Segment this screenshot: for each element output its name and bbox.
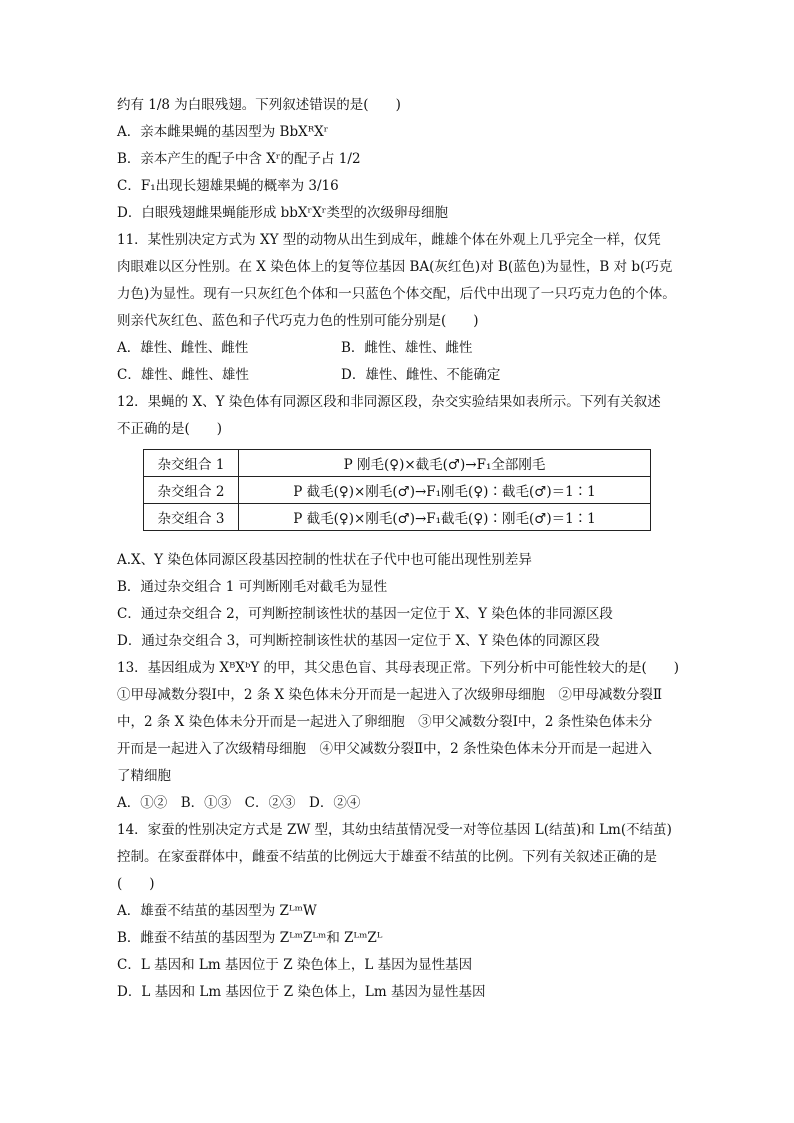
- question-13-text: 13．基因组成为 XᴮXᵇY 的甲，其父患色盲、其母表现正常。下列分析中可能性较大的是( ): [117, 660, 680, 676]
- question-13-text: 了精细胞: [117, 768, 171, 784]
- q11-option-row: [117, 335, 679, 362]
- q11-option-c: C．雄性、雌性、雄性: [117, 367, 249, 383]
- question-12-text: 12．果蝇的 X、Y 染色体有同源区段和非同源区段，杂交实验结果如表所示。下列有关叙述: [117, 394, 661, 410]
- q14-option-c: C．L 基因和 Lm 基因位于 Z 染色体上，L 基因为显性基因: [117, 957, 473, 973]
- q12-option-d: D．通过杂交组合 3，可判断控制该性状的基因一定位于 X、Y 染色体的同源区段: [117, 633, 600, 649]
- option-line: B．亲本产生的配子中含 Xʳ的配子占 1/2: [117, 151, 361, 167]
- table-row: [144, 477, 651, 504]
- question-14-text: 控制。在家蚕群体中，雌蚕不结茧的比例远大于雄蚕不结茧的比例。下列有关叙述正确的是: [117, 849, 657, 865]
- question-13-text: 中，2 条 X 染色体未分开而是一起进入了卵细胞 ③甲父减数分裂Ⅰ中，2 条性染色体未分: [117, 714, 653, 730]
- q14-option-d: D．L 基因和 Lm 基因位于 Z 染色体上，Lm 基因为显性基因: [117, 984, 486, 1000]
- q12-option-c: C．通过杂交组合 2，可判断控制该性状的基因一定位于 X、Y 染色体的非同源区段: [117, 606, 613, 622]
- table-cell: P 刚毛(♀)×截毛(♂)→F₁全部刚毛: [239, 450, 651, 477]
- table-cell: P 截毛(♀)×刚毛(♂)→F₁刚毛(♀)∶截毛(♂)＝1∶1: [239, 477, 651, 504]
- q12-option-b: B．通过杂交组合 1 可判断刚毛对截毛为显性: [117, 579, 388, 595]
- question-11-text: 11．某性别决定方式为 XY 型的动物从出生到成年，雌雄个体在外观上几乎完全一样，仅凭: [117, 232, 661, 248]
- question-11-text: 肉眼难以区分性别。在 X 染色体上的复等位基因 BA(灰红色)对 B(蓝色)为显性，B 对 b(巧克: [117, 259, 673, 275]
- q11-option-d: D．雄性、雌性、不能确定: [341, 367, 501, 383]
- table-cell: 杂交组合 1: [144, 450, 239, 477]
- question-14-text: ( ): [117, 876, 155, 892]
- table-row: [144, 504, 651, 531]
- q11-option-b: B．雌性、雄性、雌性: [341, 340, 473, 356]
- cross-table: [143, 449, 651, 531]
- q12-option-a: A.X、Y 染色体同源区段基因控制的性状在子代中也可能出现性别差异: [117, 552, 532, 568]
- text-line: 约有 1/8 为白眼残翅。下列叙述错误的是( ): [117, 97, 401, 113]
- question-13-text: 开而是一起进入了次级精母细胞 ④甲父减数分裂Ⅱ中，2 条性染色体未分开而是一起进入: [117, 741, 653, 757]
- table-row: [144, 450, 651, 477]
- q14-option-b: B．雌蚕不结茧的基因型为 ZᴸᵐZᴸᵐ和 ZᴸᵐZᴸ: [117, 930, 383, 946]
- question-11-text: 力色)为显性。现有一只灰红色个体和一只蓝色个体交配，后代中出现了一只巧克力色的个体。: [117, 286, 676, 302]
- question-12-text: 不正确的是( ): [117, 421, 223, 437]
- question-11-text: 则亲代灰红色、蓝色和子代巧克力色的性别可能分别是( ): [117, 313, 479, 329]
- q11-option-row: [117, 362, 679, 389]
- table-cell: 杂交组合 3: [144, 504, 239, 531]
- q11-option-a: A．雄性、雌性、雌性: [117, 340, 249, 356]
- table-cell: P 截毛(♀)×刚毛(♂)→F₁截毛(♀)∶刚毛(♂)＝1∶1: [239, 504, 651, 531]
- option-line: C．F₁出现长翅雄果蝇的概率为 3/16: [117, 178, 339, 194]
- option-line: A．亲本雌果蝇的基因型为 BbXᴿXʳ: [117, 124, 329, 140]
- table-cell: 杂交组合 2: [144, 477, 239, 504]
- question-14-text: 14．家蚕的性别决定方式是 ZW 型，其幼虫结茧情况受一对等位基因 L(结茧)和 Lm(不结茧): [117, 822, 672, 838]
- q14-option-a: A．雄蚕不结茧的基因型为 ZᴸᵐW: [117, 903, 317, 919]
- option-line: D．白眼残翅雌果蝇能形成 bbXʳXʳ类型的次级卵母细胞: [117, 205, 448, 221]
- document-page: [117, 92, 679, 1006]
- question-13-text: ①甲母减数分裂Ⅰ中，2 条 X 染色体未分开而是一起进入了次级卵母细胞 ②甲母减数分裂Ⅱ: [117, 687, 663, 703]
- q13-options: A．①② B．①③ C．②③ D．②④: [117, 795, 361, 811]
